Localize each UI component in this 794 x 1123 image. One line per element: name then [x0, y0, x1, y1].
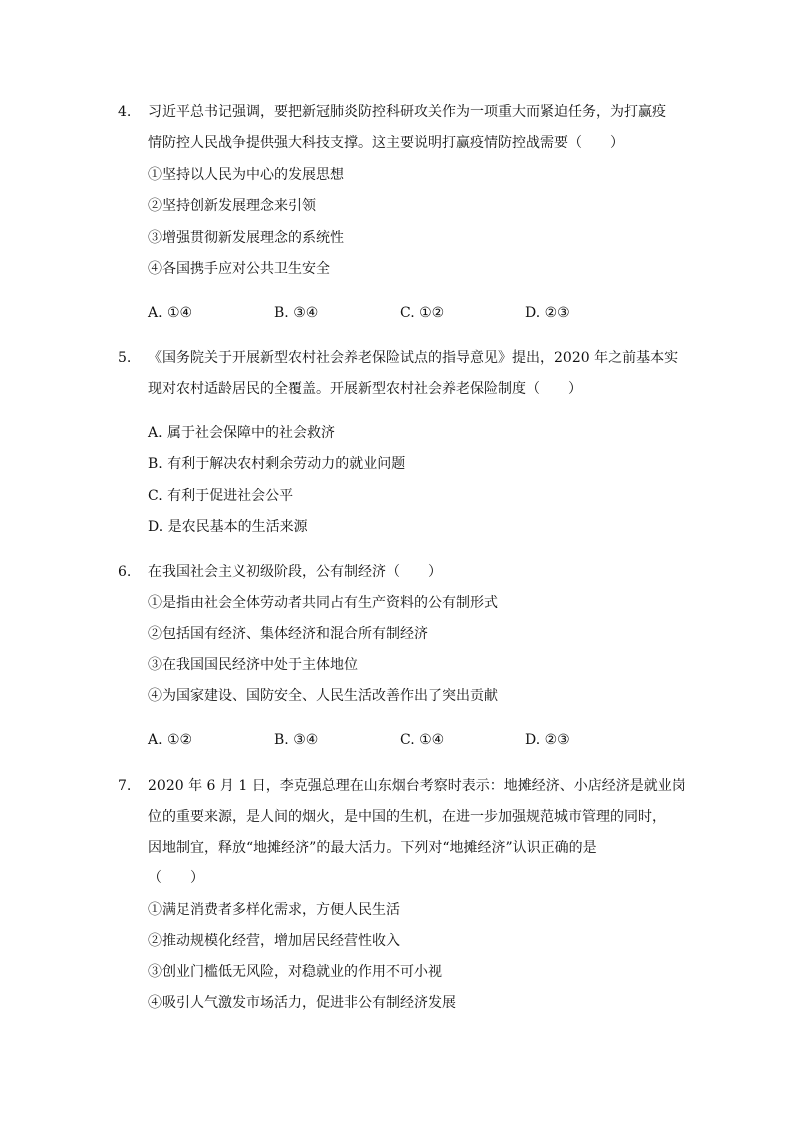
answer-choice-b[interactable]: B. 有利于解决农村剩余劳动力的就业问题 — [148, 456, 406, 472]
answer-choice-c[interactable]: C. 有利于促进社会公平 — [148, 488, 294, 504]
question-stem-line: 情防控人民战争提供强大科技支撑。这主要说明打赢疫情防控战需要（ ） — [148, 135, 624, 151]
answer-choice-d[interactable]: D. ②③ — [525, 305, 570, 321]
statement-item: ②包括国有经济、集体经济和混合所有制经济 — [148, 626, 428, 642]
question-stem-line: 现对农村适龄居民的全覆盖。开展新型农村社会养老保险制度（ ） — [148, 381, 582, 397]
answer-choice-a[interactable]: A. ①④ — [148, 305, 193, 321]
question-stem-line: （ ） — [148, 870, 204, 886]
answer-choice-a[interactable]: A. 属于社会保障中的社会救济 — [148, 425, 336, 441]
question-number: 6. — [118, 564, 132, 580]
question-number: 5. — [118, 350, 132, 366]
statement-item: ④各国携手应对公共卫生安全 — [148, 261, 330, 277]
question-number: 4. — [118, 104, 132, 120]
statement-item: ③增强贯彻新发展理念的系统性 — [148, 230, 344, 246]
question-number: 7. — [118, 778, 132, 794]
question-stem-line: 位的重要来源，是人间的烟火，是中国的生机，在进一步加强规范城市管理的同时， — [148, 809, 666, 825]
answer-choice-b[interactable]: B. ③④ — [274, 732, 319, 748]
question-stem-line: 因地制宜，释放“地摊经济”的最大活力。下列对“地摊经济”认识正确的是 — [148, 840, 597, 856]
question-stem-line: 2020 年 6 月 1 日，李克强总理在山东烟台考察时表示：地摊经济、小店经济是就业岗 — [148, 778, 686, 794]
question-stem-line: 在我国社会主义初级阶段，公有制经济（ ） — [148, 564, 442, 580]
statement-item: ①是指由社会全体劳动者共同占有生产资料的公有制形式 — [148, 595, 498, 611]
answer-choice-a[interactable]: A. ①② — [148, 732, 193, 748]
answer-choice-d[interactable]: D. 是农民基本的生活来源 — [148, 519, 308, 535]
statement-item: ③创业门槛低无风险，对稳就业的作用不可小视 — [148, 964, 442, 980]
question-stem-line: 习近平总书记强调，要把新冠肺炎防控科研攻关作为一项重大而紧迫任务，为打赢疫 — [148, 104, 666, 120]
statement-item: ②坚持创新发展理念来引领 — [148, 198, 316, 214]
answer-choice-c[interactable]: C. ①② — [400, 305, 445, 321]
answer-choice-b[interactable]: B. ③④ — [274, 305, 319, 321]
answer-choice-d[interactable]: D. ②③ — [525, 732, 570, 748]
statement-item: ④为国家建设、国防安全、人民生活改善作出了突出贡献 — [148, 688, 498, 704]
statement-item: ③在我国国民经济中处于主体地位 — [148, 657, 358, 673]
answer-choice-c[interactable]: C. ①④ — [400, 732, 445, 748]
question-stem-line: 《国务院关于开展新型农村社会养老保险试点的指导意见》提出，2020 年之前基本实 — [148, 350, 679, 366]
statement-item: ④吸引人气激发市场活力，促进非公有制经济发展 — [148, 995, 456, 1011]
statement-item: ②推动规模化经营，增加居民经营性收入 — [148, 933, 400, 949]
statement-item: ①满足消费者多样化需求，方便人民生活 — [148, 902, 400, 918]
statement-item: ①坚持以人民为中心的发展思想 — [148, 167, 344, 183]
